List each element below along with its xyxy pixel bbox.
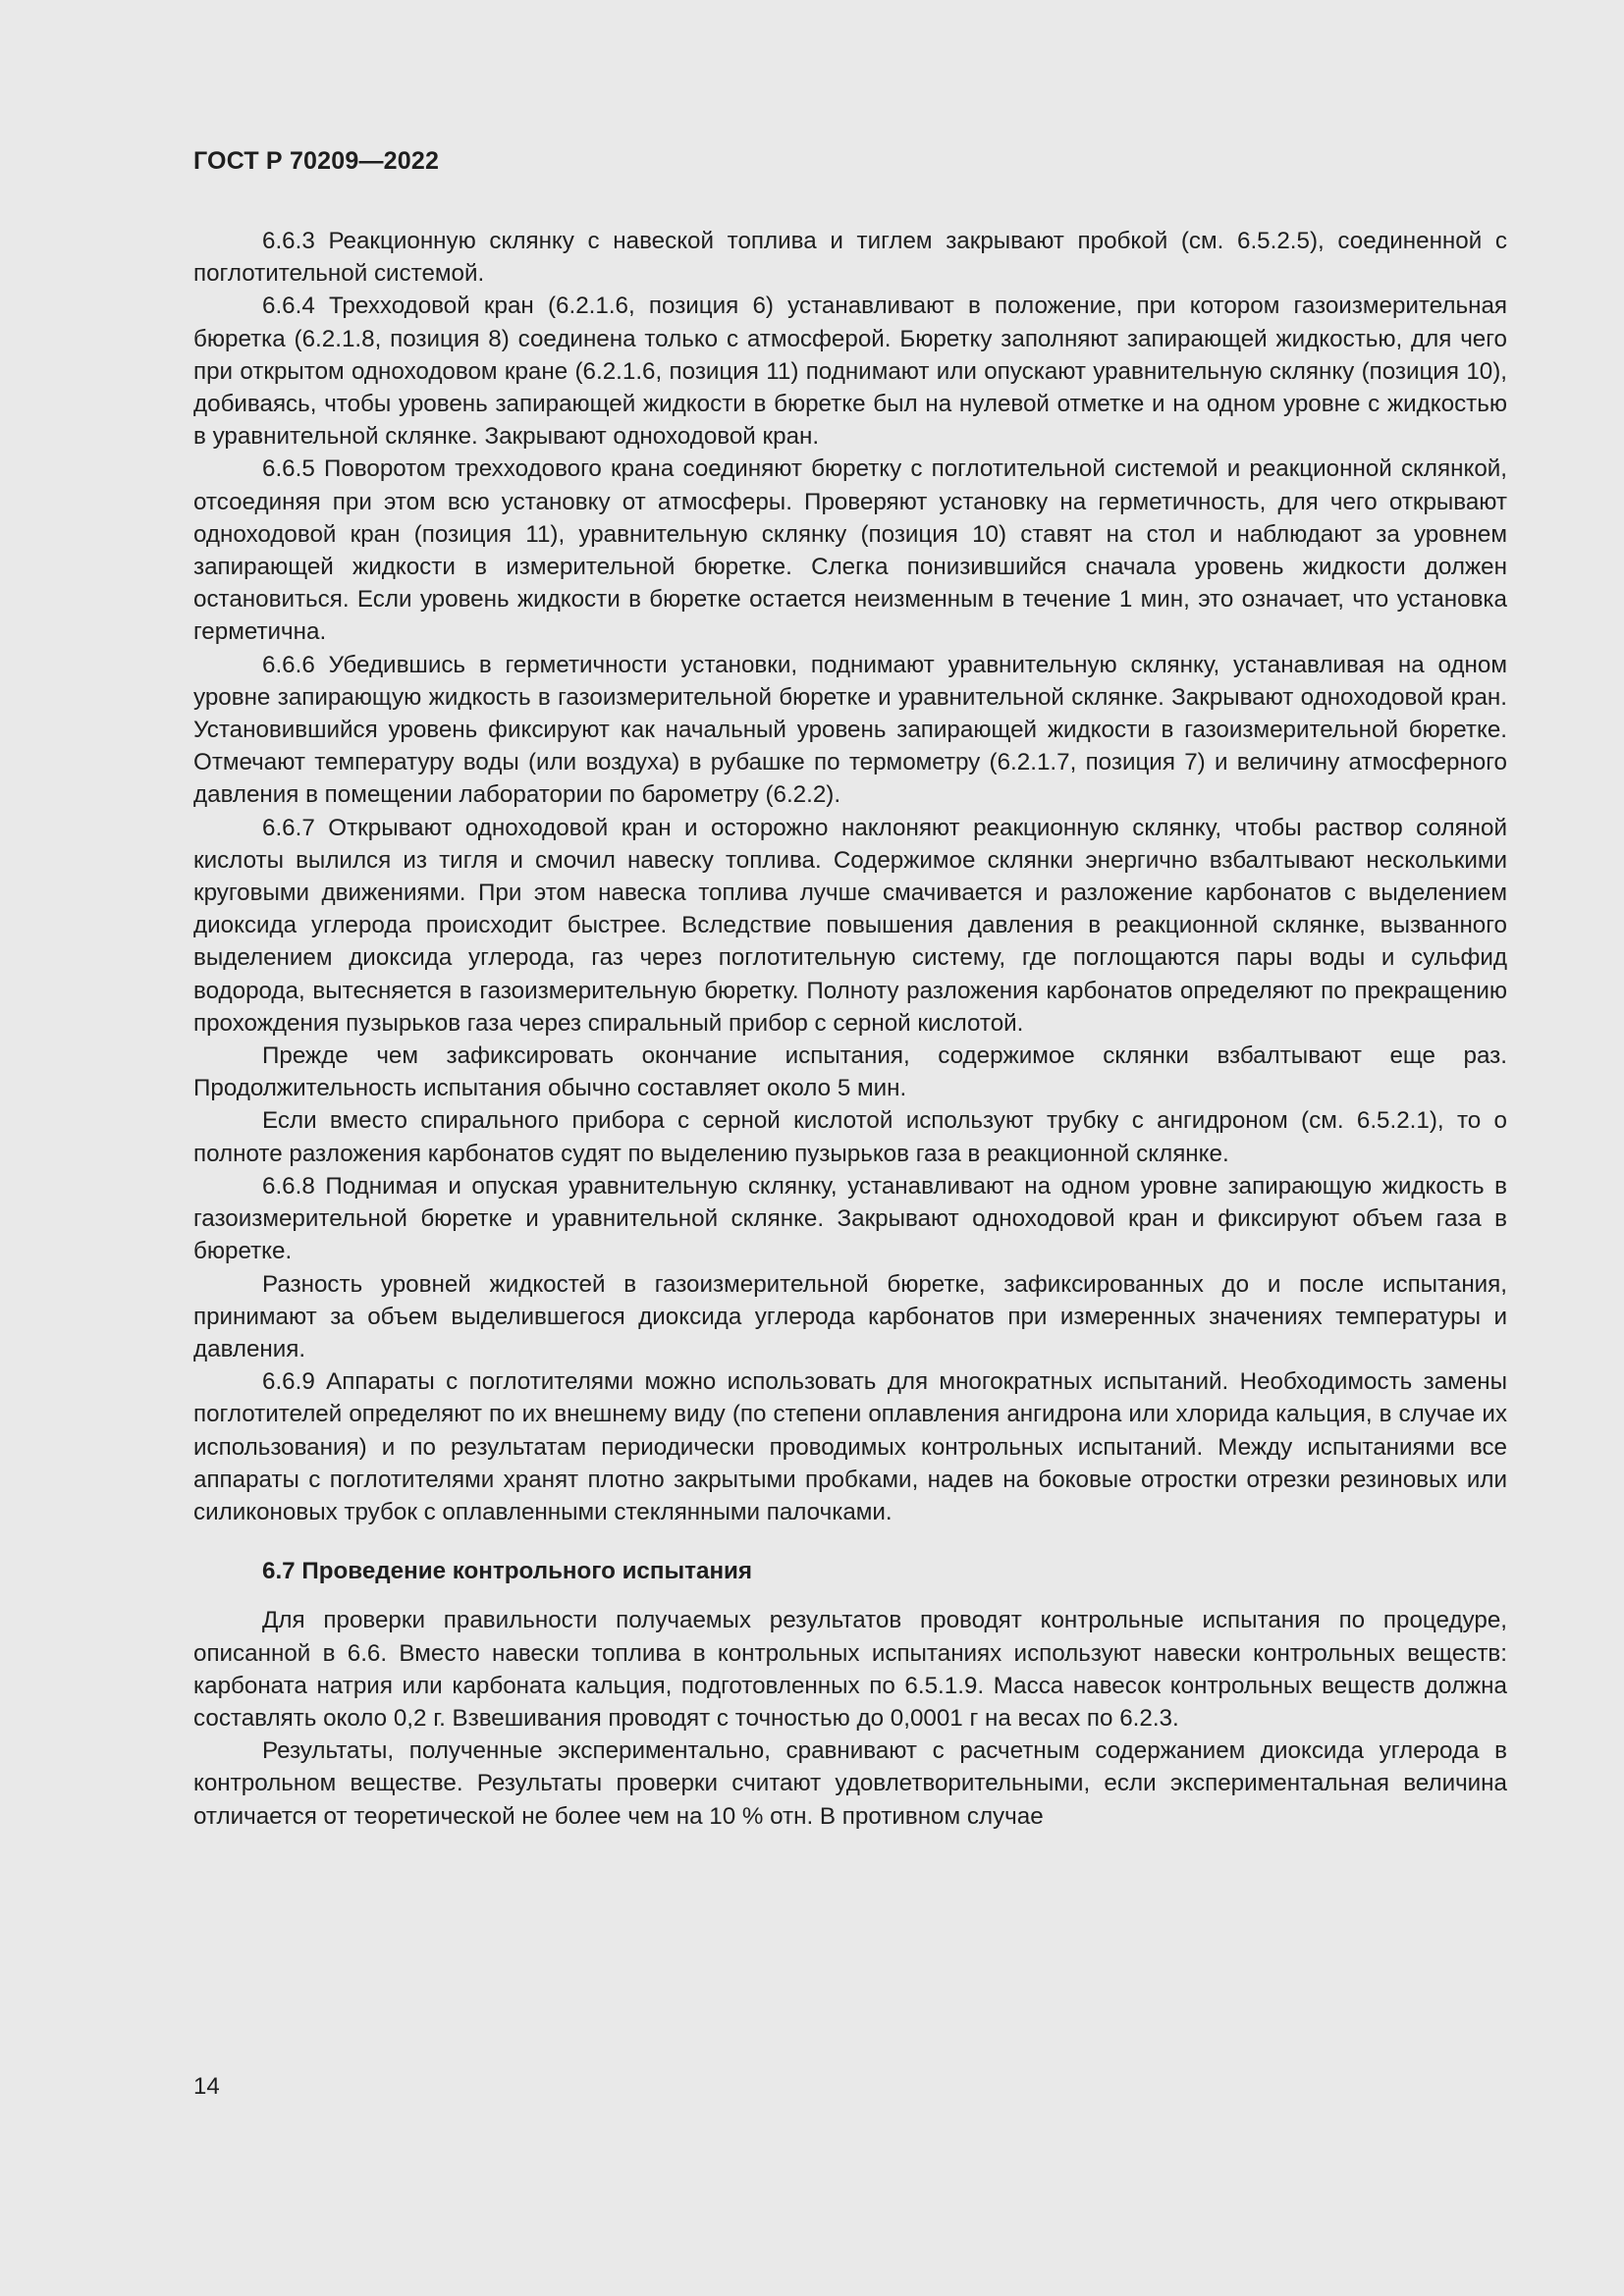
paragraph-6-6-7-note-2: Если вместо спирального прибора с серной кислотой используют трубку с ангидроном (см. 6.5.2.1), то о полноте разложения карбонатов судят по выделению пузырьков газа в реакционной склянке. [193, 1107, 1507, 1167]
paragraph-6-7-1: Для проверки правильности получаемых результатов проводят контрольные испытания по процедуре, описанной в 6.6. Вместо навески топлива в контрольных испытаниях используют навески контрольных веществ: карбоната натрия или карбоната кальция, подготовленных по 6.5.1.9. Масса навесок контрольных веществ должна составлять около 0,2 г. Взвешивания проводят с точностью до 0,0001 г на весах по 6.2.3. [193, 1607, 1507, 1732]
paragraph-6-6-3: 6.6.3 Реакционную склянку с навеской топлива и тиглем закрывают пробкой (см. 6.5.2.5), соединенной с поглотительной системой. [193, 228, 1507, 288]
paragraph-6-6-4: 6.6.4 Трехходовой кран (6.2.1.6, позиция 6) устанавливают в положение, при котором газоизмерительная бюретка (6.2.1.8, позиция 8) соединена только с атмосферой. Бюретку заполняют запирающей жидкостью, для чего при открытом одноходовом кране (6.2.1.6, позиция 11) поднимают или опускают уравнительную склянку (позиция 10), добиваясь, чтобы уровень запирающей жидкости в бюретке был на нулевой отметке и на одном уровне с жидкостью в уравнительной склянке. Закрывают одноходовой кран. [193, 293, 1507, 451]
document-header: ГОСТ Р 70209—2022 [193, 147, 440, 175]
paragraph-6-6-7-note-1: Прежде чем зафиксировать окончание испытания, содержимое склянки взбалтывают еще раз. Продолжительность испытания обычно составляет около 5 мин. [193, 1042, 1507, 1102]
paragraph-6-6-8: 6.6.8 Поднимая и опуская уравнительную склянку, устанавливают на одном уровне запирающую жидкость в газоизмерительной бюретке и уравнительной склянке. Закрывают одноходовой кран и фиксируют объем газа в бюретке. [193, 1172, 1507, 1265]
page-number: 14 [193, 2073, 220, 2100]
section-heading-6-7: 6.7 Проведение контрольного испытания [262, 1558, 753, 1585]
paragraph-6-7-2: Результаты, полученные экспериментально, сравнивают с расчетным содержанием диоксида углерода в контрольном веществе. Результаты проверки считают удовлетворительными, если экспериментальная величина отличается от теоретической не более чем на 10 % отн. В противном случае [193, 1737, 1507, 1830]
paragraph-6-6-5: 6.6.5 Поворотом трехходового крана соединяют бюретку с поглотительной системой и реакционной склянкой, отсоединяя при этом всю установку от атмосферы. Проверяют установку на герметичность, для чего открывают одноходовой кран (позиция 11), уравнительную склянку (позиция 10) ставят на стол и наблюдают за уровнем запирающей жидкости в измерительной бюретке. Слегка понизившийся сначала уровень жидкости должен остановиться. Если уровень жидкости в бюретке остается неизменным в течение 1 мин, это означает, что установка герметична. [193, 455, 1507, 646]
paragraph-6-6-7: 6.6.7 Открывают одноходовой кран и осторожно наклоняют реакционную склянку, чтобы раствор соляной кислоты вылился из тигля и смочил навеску топлива. Содержимое склянки энергично взбалтывают несколькими круговыми движениями. При этом навеска топлива лучше смачивается и разложение карбонатов с выделением диоксида углерода происходит быстрее. Вследствие повышения давления в реакционной склянке, вызванного выделением диоксида углерода, газ через поглотительную систему, где поглощаются пары воды и сульфид водорода, вытесняется в газоизмерительную бюретку. Полноту разложения карбонатов определяют по прекращению прохождения пузырьков газа через спиральный прибор с серной кислотой. [193, 814, 1507, 1037]
document-body [193, 225, 1507, 1833]
paragraph-6-6-8-note: Разность уровней жидкостей в газоизмерительной бюретке, зафиксированных до и после испытания, принимают за объем выделившегося диоксида углерода карбонатов при измеренных значениях температуры и давления. [193, 1270, 1507, 1362]
paragraph-6-6-9: 6.6.9 Аппараты с поглотителями можно использовать для многократных испытаний. Необходимость замены поглотителей определяют по их внешнему виду (по степени оплавления ангидрона или хлорида кальция, в случае их использования) и по результатам периодически проводимых контрольных испытаний. Между испытаниями все аппараты с поглотителями хранят плотно закрытыми пробками, надев на боковые отростки отрезки резиновых или силиконовых трубок с оплавленными стеклянными палочками. [193, 1368, 1507, 1525]
paragraph-6-6-6: 6.6.6 Убедившись в герметичности установки, поднимают уравнительную склянку, устанавливая на одном уровне запирающую жидкость в газоизмерительной бюретке и уравнительной склянке. Закрывают одноходовой кран. Установившийся уровень фиксируют как начальный уровень запирающей жидкости в газоизмерительной бюретке. Отмечают температуру воды (или воздуха) в рубашке по термометру (6.2.1.7, позиция 7) и величину атмосферного давления в помещении лаборатории по барометру (6.2.2). [193, 651, 1507, 809]
